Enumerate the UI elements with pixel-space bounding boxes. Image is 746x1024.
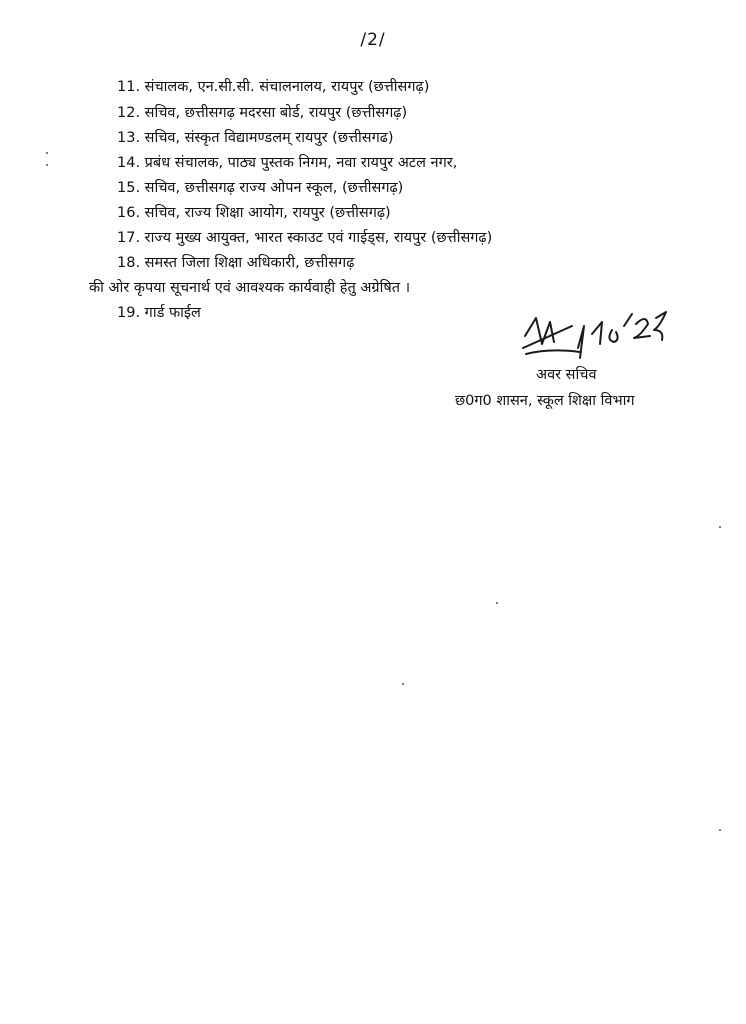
list-item: 14. प्रबंध संचालक, पाठ्य पुस्तक निगम, नवा रायपुर अटल नगर,	[117, 155, 458, 171]
handwritten-signature	[520, 296, 670, 366]
list-item: 18. समस्त जिला शिक्षा अधिकारी, छत्तीसगढ़	[117, 255, 355, 271]
list-item-guard-file: 19. गार्ड फाईल	[117, 305, 201, 321]
scan-speck	[496, 602, 498, 604]
list-item: 13. सचिव, संस्कृत विद्यामण्डलम् रायपुर (छत्तीसगढ)	[117, 130, 394, 146]
scan-speck	[719, 526, 721, 528]
forwarding-note: की ओर कृपया सूचनार्थ एवं आवश्यक कार्यवाही हेतु अग्रेषित ।	[89, 280, 411, 296]
scan-speck	[46, 164, 48, 166]
scan-speck	[719, 829, 721, 831]
signatory-designation: अवर सचिव	[536, 367, 597, 383]
list-item: 12. सचिव, छत्तीसगढ़ मदरसा बोर्ड, रायपुर (छत्तीसगढ़)	[117, 105, 408, 121]
page-number: /2/	[360, 30, 386, 50]
scan-speck	[402, 683, 404, 685]
list-item: 17. राज्य मुख्य आयुक्त, भारत स्काउट एवं गाईड्स, रायपुर (छत्तीसगढ़)	[117, 230, 493, 246]
scan-speck	[46, 152, 48, 154]
list-item: 16. सचिव, राज्य शिक्षा आयोग, रायपुर (छत्तीसगढ़)	[117, 205, 391, 221]
list-item: 11. संचालक, एन.सी.सी. संचालनालय, रायपुर (छत्तीसगढ़)	[117, 79, 430, 95]
signatory-department: छ0ग0 शासन, स्कूल शिक्षा विभाग	[455, 393, 635, 409]
list-item: 15. सचिव, छत्तीसगढ़ राज्य ओपन स्कूल, (छत्तीसगढ़)	[117, 180, 404, 196]
